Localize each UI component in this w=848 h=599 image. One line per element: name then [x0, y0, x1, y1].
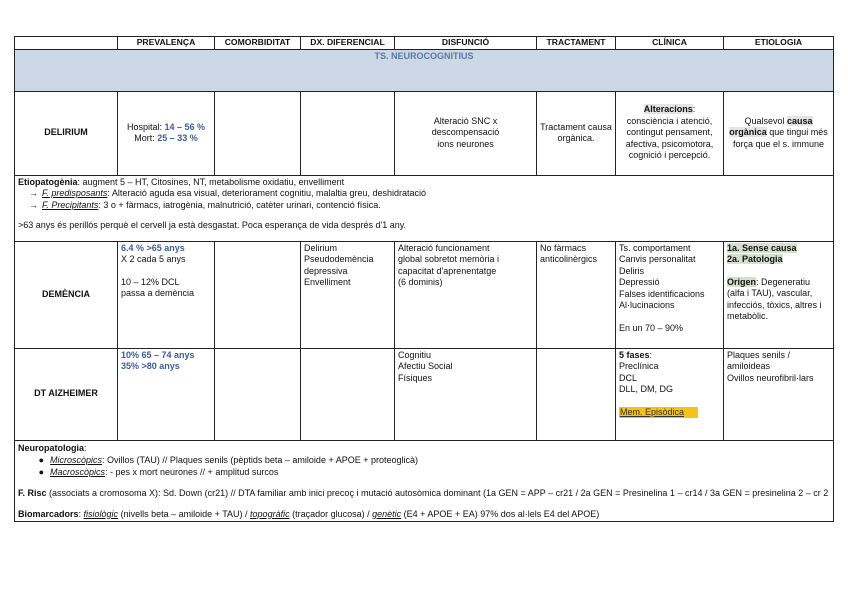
row-label-dt-alzheimer: DT AIZHEIMER: [15, 348, 118, 440]
demencia-clinica: Ts. comportament Canvis personalitat Deliris Depressió Falses identificacions Al·lucinacions En un 70 – 90%: [616, 241, 724, 348]
row-label-delirium: DELIRIUM: [15, 91, 118, 175]
arrow-icon: →: [29, 199, 38, 210]
row-delirium: [15, 91, 834, 175]
row-dt-alzheimer: [15, 348, 834, 440]
dt-etiologia: Plaques senils / amiloideas Ovillos neurofibril·lars: [724, 348, 834, 440]
row-demencia: [15, 241, 834, 348]
dt-disfuncio: Cognitiu Afectiu Social Físiques: [395, 348, 537, 440]
section-band: [15, 49, 834, 91]
bullet-icon: ●: [38, 454, 44, 465]
bullet-icon: ●: [38, 466, 44, 477]
dt-comorbiditat: [215, 348, 301, 440]
bottom-notes-row: [15, 440, 834, 521]
delirium-comorbiditat: [215, 91, 301, 175]
header-dx-diferencial: DX. DIFERENCIAL: [301, 37, 395, 50]
dt-prevalenca: 10% 65 – 74 anys 35% >80 anys: [118, 348, 215, 440]
delirium-disfuncio: Alteració SNC x descompensació ions neurones: [395, 91, 537, 175]
demencia-prevalenca: 6.4 % >65 anys X 2 cada 5 anys 10 – 12% DCL passa a demència: [118, 241, 215, 348]
header-clinica: CLÍNICA: [616, 37, 724, 50]
header-row: [15, 37, 834, 50]
arrow-icon: →: [29, 188, 38, 198]
demencia-disfuncio: Alteració funcionament global sobretot memòria i capacitat d'aprenentatge (6 dominis): [395, 241, 537, 348]
section-title: TS. NEUROCOGNITIUS: [15, 49, 834, 91]
demencia-dx: Delirium Pseudodemència depressiva Envelliment: [301, 241, 395, 348]
delirium-tractament: Tractament causa orgànica.: [537, 91, 616, 175]
header-comorbiditat: COMORBIDITAT: [215, 37, 301, 50]
demencia-etiologia: 1a. Sense causa 2a. Patologia Origen: Degeneratiu (alfa i TAU), vascular, infecciós, tòxics, altres i metabòlic.: [724, 241, 834, 348]
demencia-tractament: No fàrmacs anticolinèrgics: [537, 241, 616, 348]
delirium-dx: [301, 91, 395, 175]
mem-episodica-highlight: Mem. Episòdica: [619, 407, 698, 419]
delirium-note: >63 anys és perillós perquè el cervell ja està desgastat. Poca esperança de vida després d'1 any.: [18, 220, 407, 230]
bottom-notes: Neuropatologia: ● Microscòpics: Ovillos (TAU) // Plaques senils (pèptids beta – amiloide + APOE + proteoglicà) ● Macroscòpics: - pes x mort neurones // + amplitud surcos F. Risc (associats a cromosoma X): Sd. Down (cr21) // DTA familiar amb inici precoç i mutació autosòmica dominant (1a GEN = APP – cr21 / 2a GEN = Presinelina 1 – cr14 / 3a GEN = presinelina 2 – cr 2 Biomarcadors: fisiològic (nivells beta – amiloide + TAU) / topogràfic (traçador glucosa) / genètic (E4 + APOE + EA) 97% dos al·lels E4 del APOE): [15, 440, 834, 521]
header-disfuncio: DISFUNCIÓ: [395, 37, 537, 50]
delirium-notes-row: [15, 175, 834, 241]
header-tractament: TRACTAMENT: [537, 37, 616, 50]
row-label-demencia: DEMÈNCIA: [15, 241, 118, 348]
neurocognitive-table: [14, 36, 834, 522]
header-empty: [15, 37, 118, 50]
demencia-comorbiditat: [215, 241, 301, 348]
delirium-clinica: Alteracions: consciència i atenció, contingut pensament, afectiva, psicomotora, cognició i percepció.: [616, 91, 724, 175]
dt-dx: [301, 348, 395, 440]
dt-tractament: [537, 348, 616, 440]
header-prevalenca: PREVALENÇA: [118, 37, 215, 50]
delirium-etiologia: Qualsevol causa orgànica que tingui més força que el s. immune: [724, 91, 834, 175]
dt-clinica: 5 fases: Preclínica DCL DLL, DM, DG Mem. Episòdica: [616, 348, 724, 440]
delirium-prevalenca: Hospital: 14 – 56 % Mort: 25 – 33 %: [118, 91, 215, 175]
delirium-notes: Etiopatogènia: augment 5 – HT, Citosines, NT, metabolisme oxidatiu, envelliment → F. predisposants: Alteració aguda esa visual, deteriorament cognitiu, malaltia greu, deshidratació → F. Precipitants: 3 o + fàrmacs, iatrogènia, malnutrició, catèter urinari, contenció física. >63 anys és perillós perquè el cervell ja està desgastat. Poca esperança de vida després d'1 any.: [15, 175, 834, 241]
header-etiologia: ETIOLOGIA: [724, 37, 834, 50]
